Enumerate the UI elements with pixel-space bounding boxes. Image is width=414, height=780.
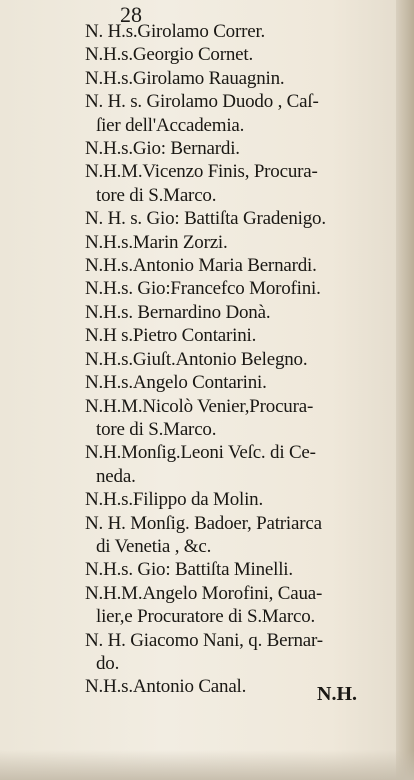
list-line: N.H.s. Gio:Francefco Morofini. (85, 278, 321, 300)
list-line: N. H.s.Girolamo Correr. (85, 21, 266, 42)
page-number: 28 (120, 2, 142, 27)
member-list (85, 20, 400, 699)
list-line: N.H.M.Vicenzo Finis, Procura- (85, 161, 318, 183)
list-line: N.H.s. Gio: Battiſta Minelli. (85, 559, 293, 581)
list-line: N. H. Giacomo Nani, q. Bernar- (85, 629, 323, 651)
list-line: N. H. s. Gio: Battiſta Gradenigo. (85, 208, 326, 230)
list-line: lier,e Procuratore di S.Marco. (96, 606, 316, 628)
list-line: N.H.s.Giuſt.Antonio Belegno. (85, 348, 308, 370)
list-line: N.H.s.Marin Zorzi. (85, 231, 228, 253)
list-line: N.H.s.Angelo Contarini. (85, 372, 267, 394)
list-line: N.H.s.Gio: Bernardi. (85, 138, 240, 160)
page-bottom-shadow (0, 750, 414, 780)
list-line: N.H.M.Angelo Morofini, Caua- (85, 582, 323, 604)
list-line: N.H.s.Antonio Maria Bernardi. (85, 255, 317, 277)
list-line: do. (96, 652, 120, 674)
list-line: tore di S.Marco. (96, 184, 217, 206)
list-line: N.H.s.Georgio Cornet. (85, 44, 254, 66)
list-line: ſier dell'Accademia. (96, 114, 245, 136)
catchword: N.H. (317, 683, 357, 705)
list-line: N. H. s. Girolamo Duodo , Caſ- (85, 91, 319, 113)
list-line: di Venetia , &c. (96, 535, 212, 557)
list-line: N.H s.Pietro Contarini. (85, 325, 257, 347)
list-line: N.H.s.Girolamo Rauagnin. (85, 67, 285, 89)
list-line: tore di S.Marco. (96, 418, 217, 440)
list-line: N.H.s. Bernardino Donà. (85, 301, 271, 323)
list-line: N. H. Monſig. Badoer, Patriarca (85, 512, 322, 534)
list-line: neda. (96, 465, 136, 487)
list-line: N.H.s.Filippo da Molin. (85, 489, 264, 511)
list-line: N.H.s.Antonio Canal. (85, 676, 247, 698)
list-line: N.H.M.Nicolò Venier,Procura- (85, 395, 314, 417)
list-line: N.H.Monſig.Leoni Veſc. di Ce- (85, 442, 316, 464)
